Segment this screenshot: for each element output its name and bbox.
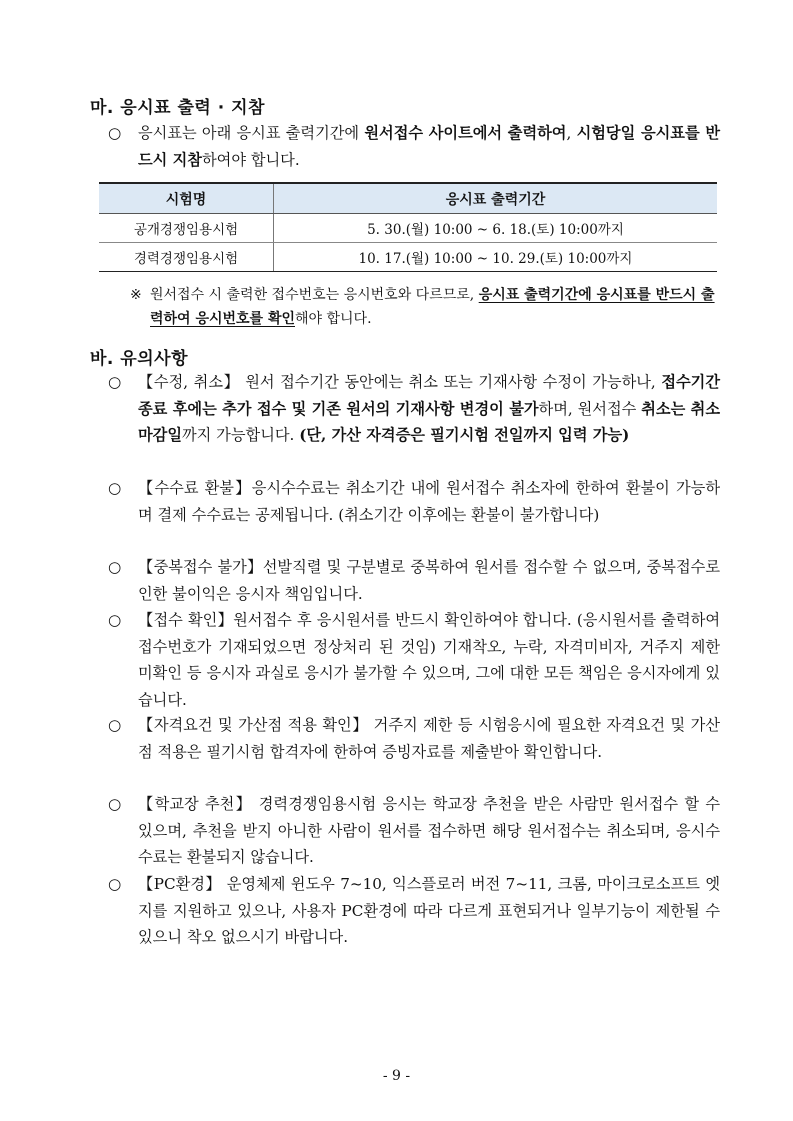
notice-text: 【접수 확인】원서접수 후 응시원서를 반드시 확인하여야 합니다. (응시원서를 출력하여 접수번호가 기재되었으면 정상처리 된 것임) 기재착오, 누락, 자격미비자, 거주지 제한 미확인 등 응시자 과실로 응시가 불가할 수 있으며, 그에 대한 모든 책임은 응시자에게 있습니다. (138, 611, 720, 709)
section-title-ma: 마. 응시표 출력 · 지참 (90, 98, 265, 118)
header-exam-name: 시험명 (99, 183, 274, 214)
notice-item-pc-environment (108, 871, 720, 951)
header-print-period: 응시표 출력기간 (274, 183, 718, 214)
notice-item-qualification (108, 712, 720, 765)
bold-run: 취소는 취소마감일 (138, 399, 720, 444)
page-number: - 9 - (382, 1068, 411, 1084)
circle-bullet-icon: ○ (108, 124, 122, 142)
bold-underlined-run: 응시표 출력기간에 응시표를 반드시 출력하여 응시번호를 확인 (150, 287, 715, 327)
notice-text (138, 369, 720, 449)
notice-text: 【학교장 추천】 경력경쟁임용시험 응시는 학교장 추천을 받은 사람만 원서접수 할 수 있으며, 추천을 받지 아니한 사람이 원서를 접수하면 해당 원서접수는 취소되며, 응시수수료는 환불되지 않습니다. (138, 795, 720, 866)
circle-bullet-icon: ○ (108, 373, 122, 391)
section-ma-text (138, 120, 720, 173)
print-period-table (99, 182, 717, 272)
text-run: 하여야 합니다. (201, 150, 300, 169)
text-run: 해야 합니다. (295, 311, 372, 327)
table-row (99, 214, 717, 243)
note-text (150, 283, 722, 331)
circle-bullet-icon: ○ (108, 875, 122, 893)
notice-item-confirm (108, 607, 720, 713)
notice-text: 【중복접수 불가】선발직렬 및 구분별로 중복하여 원서를 접수할 수 없으며, 중복접수로 인한 불이익은 응시자 책임입니다. (138, 558, 720, 603)
table-header-row (99, 183, 717, 214)
table-row (99, 243, 717, 272)
circle-bullet-icon: ○ (108, 479, 122, 497)
text-run: 응시표는 아래 응시표 출력기간에 (138, 124, 365, 142)
bold-run: 원서접수 사이트에서 출력하여 (364, 124, 567, 142)
circle-bullet-icon: ○ (108, 611, 122, 629)
circle-bullet-icon: ○ (108, 558, 122, 576)
notice-text: 【자격요건 및 가산점 적용 확인】 거주지 제한 등 시험응시에 필요한 자격요건 및 가산점 적용은 필기시험 합격자에 한하여 증빙자료를 제출받아 확인합니다. (138, 716, 720, 761)
section-ma-paragraph (108, 120, 720, 173)
cell-print-period: 10. 17.(월) 10:00 ~ 10. 29.(토) 10:00까지 (274, 243, 718, 272)
notice-item-refund (108, 475, 720, 528)
bold-run: (단, 가산 자격증은 필기시험 전일까지 입력 가능) (299, 426, 630, 444)
notice-text: 【수수료 환불】응시수수료는 취소기간 내에 원서접수 취소자에 한하여 환불이 가능하며 결제 수수료는 공제됩니다. (취소기간 이후에는 환불이 불가합니다) (138, 479, 720, 524)
text-run: 하며, 원서접수 (538, 399, 642, 418)
cell-exam-name: 공개경쟁임용시험 (99, 214, 274, 243)
cell-exam-name: 경력경쟁임용시험 (99, 243, 274, 272)
text-run: 까지 가능합니다. (182, 426, 300, 444)
cell-print-period: 5. 30.(월) 10:00 ~ 6. 18.(토) 10:00까지 (274, 214, 718, 243)
notice-item-duplicate (108, 554, 720, 607)
text-run: 원서접수 시 출력한 접수번호는 응시번호와 다르므로, (150, 287, 479, 303)
text-run: 【수정, 취소】 원서 접수기간 동안에는 취소 또는 기재사항 수정이 가능하나, (138, 373, 662, 391)
reference-mark-icon: ※ (130, 287, 142, 303)
section-title-ba: 바. 유의사항 (90, 349, 188, 369)
notice-item-principal-recommendation (108, 791, 720, 871)
bold-run: 시험당일 응시표를 반드시 지참 (138, 124, 720, 169)
circle-bullet-icon: ○ (108, 795, 122, 813)
notice-text: 【PC환경】 운영체제 윈도우 7~10, 익스플로러 버전 7~11, 크롬, 마이크로소프트 엣지를 지원하고 있으나, 사용자 PC환경에 따라 다르게 표현되거나 일부기능이 제한될 수 있으니 착오 없으시기 바랍니다. (138, 875, 720, 946)
circle-bullet-icon: ○ (108, 716, 122, 734)
print-note (130, 283, 722, 331)
bold-run: 접수기간 종료 후에는 추가 접수 및 기존 원서의 기재사항 변경이 불가 (138, 373, 720, 418)
text-run: , (566, 124, 577, 142)
notice-item-edit-cancel (108, 369, 720, 449)
